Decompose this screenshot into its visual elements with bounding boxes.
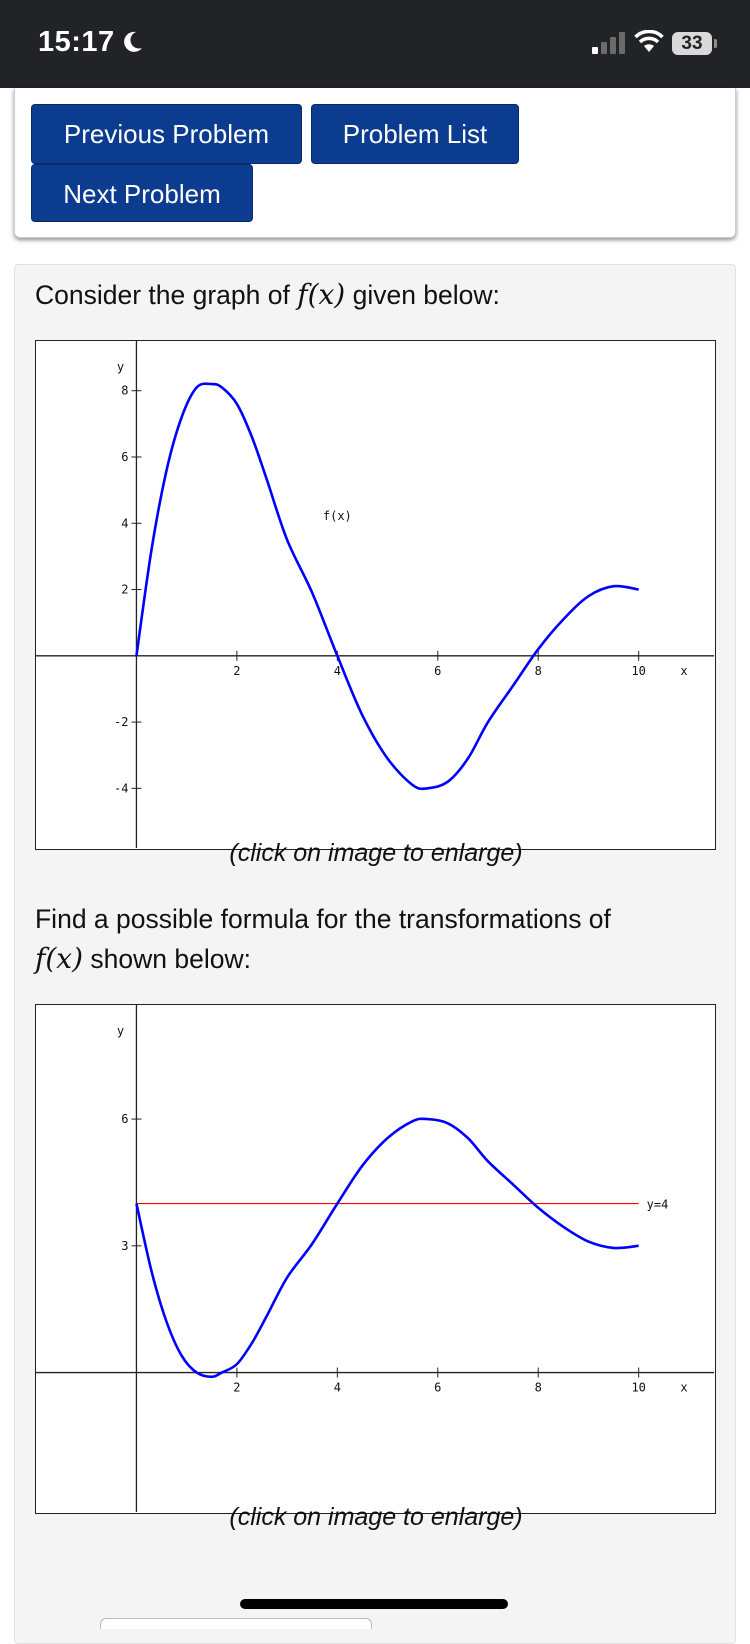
graph-transformed[interactable]: [35, 1004, 716, 1514]
enlarge-caption-1[interactable]: (click on image to enlarge): [229, 839, 523, 867]
problem-intro: [35, 275, 500, 315]
enlarge-caption-2[interactable]: (click on image to enlarge): [229, 1503, 523, 1531]
graph-transformed-reference-label: y=4: [646, 1197, 669, 1212]
graph-transformed-x-tick-label: 8: [534, 1380, 542, 1395]
graph-f-y-axis-label: y: [116, 360, 125, 374]
task-suffix: shown below:: [83, 944, 251, 974]
graph-f-x-axis-label: x: [680, 663, 688, 678]
graph-f-y-tick-label: 8: [121, 383, 129, 398]
graph-f-svg[interactable]: [36, 341, 714, 848]
signal-icon: [592, 32, 628, 54]
graph-f-y-tick-label: 2: [121, 582, 129, 597]
intro-math: f(x): [297, 278, 346, 311]
graph-f-y-tick-label: -2: [113, 715, 129, 730]
graph-transformed-curve: [136, 1119, 638, 1377]
graph-f-y-tick-label: 6: [121, 449, 129, 464]
graph-f-x-tick-label: 10: [631, 663, 646, 678]
previous-problem-button[interactable]: Previous Problem: [31, 104, 302, 164]
graph-f-y-tick-label: 4: [121, 516, 129, 531]
graph-transformed-y-axis-label: y: [116, 1024, 125, 1038]
moon-icon: [122, 30, 144, 54]
graph-transformed-x-axis-label: x: [680, 1380, 688, 1395]
task-math: f(x): [35, 942, 84, 975]
graph-transformed-x-tick-label: 6: [434, 1380, 442, 1395]
intro-suffix: given below:: [345, 280, 500, 310]
graph-transformed-x-tick-label: 4: [333, 1380, 341, 1395]
intro-prefix: Consider the graph of: [35, 280, 298, 310]
graph-f-x-tick-label: 6: [434, 663, 442, 678]
graph-transformed-svg[interactable]: [36, 1005, 714, 1512]
home-indicator: [240, 1599, 508, 1609]
problem-nav: [14, 88, 736, 238]
task-prefix: Find a possible formula for the transformations of: [35, 904, 611, 934]
graph-f-x-tick-label: 4: [333, 663, 341, 678]
graph-f-x-tick-label: 8: [534, 663, 542, 678]
problem-body: [14, 264, 736, 1644]
next-problem-button[interactable]: Next Problem: [31, 164, 253, 222]
battery-tip: [714, 39, 717, 48]
graph-f[interactable]: [35, 340, 716, 850]
graph-f-y-tick-label: -4: [113, 781, 129, 796]
problem-list-button[interactable]: Problem List: [311, 104, 519, 164]
status-time: 15:17: [38, 26, 115, 58]
graph-f-curve-label: f(x): [322, 508, 352, 523]
status-bar: [0, 0, 750, 88]
graph-transformed-y-tick-label: 3: [121, 1238, 129, 1253]
graph-f-curve: [136, 384, 638, 789]
graph-transformed-y-tick-label: 6: [121, 1112, 129, 1127]
graph-transformed-x-tick-label: 10: [631, 1380, 646, 1395]
graph-f-x-tick-label: 2: [233, 663, 241, 678]
battery-icon: 33: [672, 32, 712, 55]
wifi-icon: [634, 30, 664, 54]
graph-transformed-x-tick-label: 2: [233, 1380, 241, 1395]
problem-task: [35, 899, 715, 979]
